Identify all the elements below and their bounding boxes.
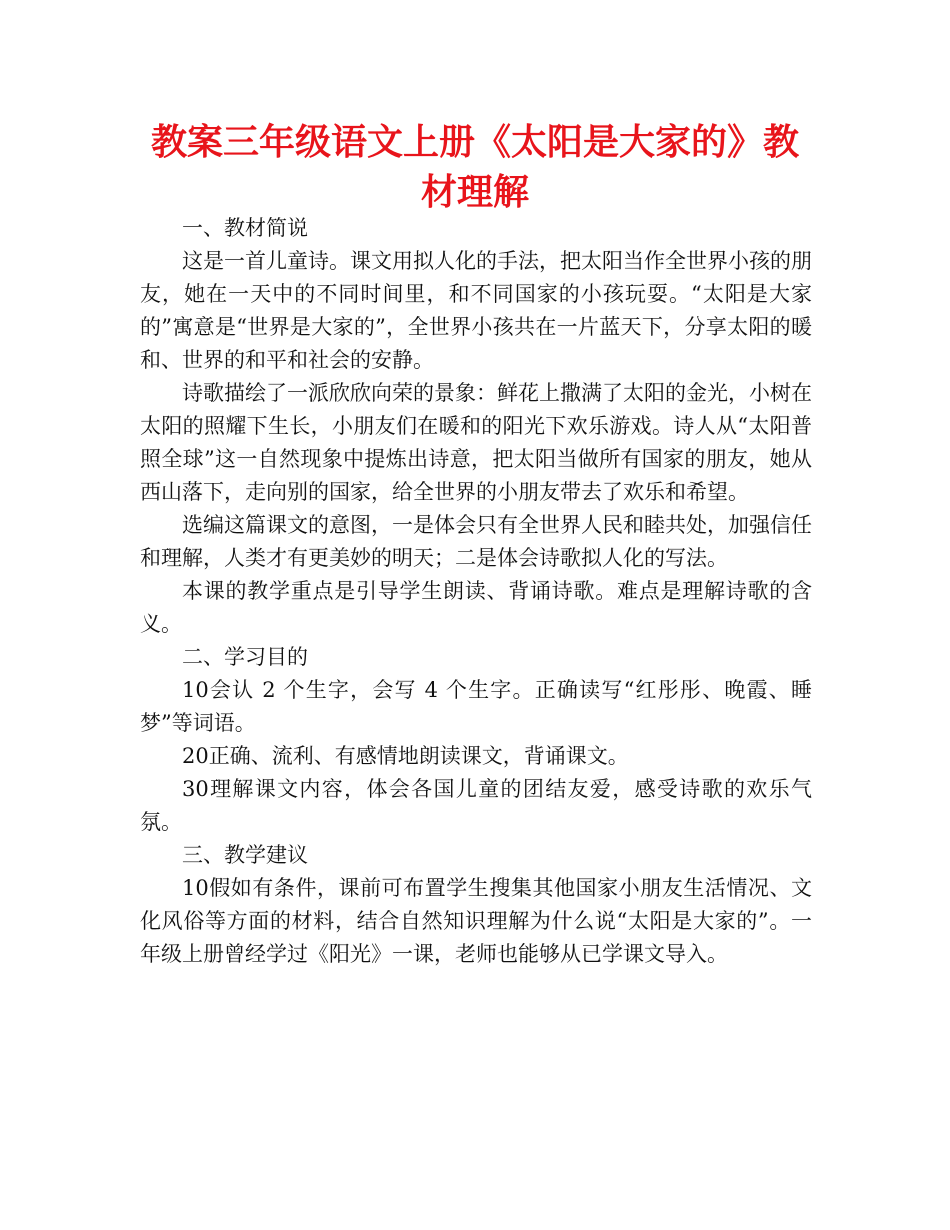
document-title: 教案三年级语文上册《太阳是大家的》教材理解 [150, 122, 799, 213]
objective-1: 10会认 2 个生字，会写 4 个生字。正确读写“红彤彤、晚霞、睡梦”等词语。 [140, 678, 812, 735]
section-heading-1: 一、教材简说 [182, 216, 308, 240]
document-body [140, 212, 812, 971]
section-heading-3: 三、教学建议 [182, 843, 308, 867]
objective-3: 30理解课文内容，体会各国儿童的团结友爱，感受诗歌的欢乐气氛。 [140, 777, 812, 834]
objective-2: 20正确、流利、有感情地朗读课文，背诵课文。 [182, 744, 629, 768]
paragraph-purpose: 选编这篇课文的意图，一是体会只有全世界人民和睦共处，加强信任和理解，人类才有更美妙的明天；二是体会诗歌拟人化的写法。 [140, 513, 812, 570]
paragraph-poem-description: 诗歌描绘了一派欣欣向荣的景象：鲜花上撒满了太阳的金光，小树在太阳的照耀下生长，小朋友们在暖和的阳光下欢乐游戏。诗人从“太阳普照全球”这一自然现象中提炼出诗意，把太阳当做所有国家的朋友，她从西山落下，走向别的国家，给全世界的小朋友带去了欢乐和希望。 [140, 381, 812, 504]
paragraph-focus: 本课的教学重点是引导学生朗读、背诵诗歌。难点是理解诗歌的含义。 [140, 579, 812, 636]
section-heading-2: 二、学习目的 [182, 645, 308, 669]
suggestion-1: 10假如有条件，课前可布置学生搜集其他国家小朋友生活情况、文化风俗等方面的材料，结合自然知识理解为什么说“太阳是大家的”。一年级上册曾经学过《阳光》一课，老师也能够从已学课文导入。 [140, 876, 812, 966]
paragraph-intro: 这是一首儿童诗。课文用拟人化的手法，把太阳当作全世界小孩的朋友，她在一天中的不同时间里，和不同国家的小孩玩耍。“太阳是大家的”寓意是“世界是大家的”，全世界小孩共在一片蓝天下，分享太阳的暖和、世界的和平和社会的安静。 [140, 249, 812, 372]
